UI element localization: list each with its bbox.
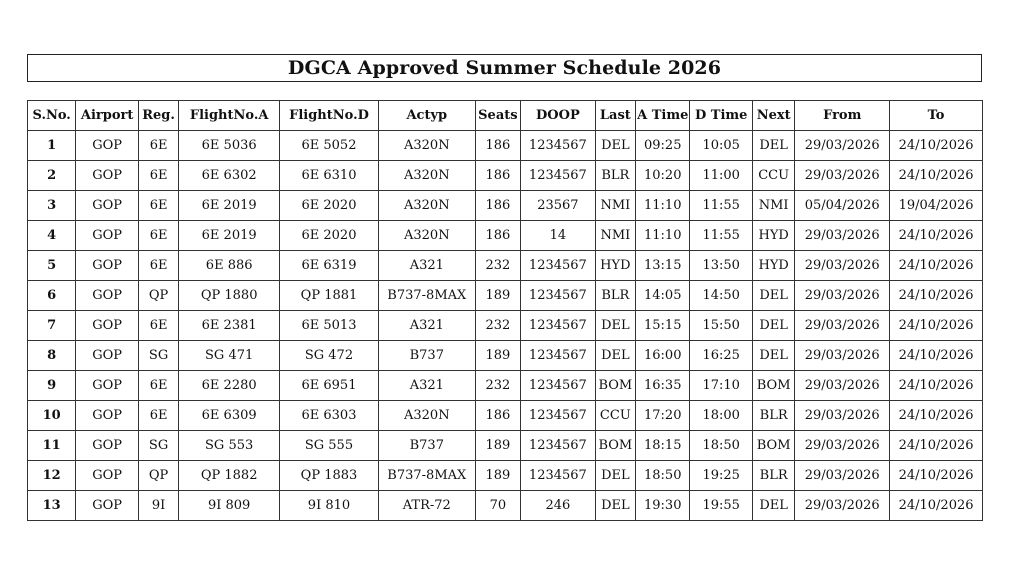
table-cell: A321 (378, 251, 475, 281)
column-header: Seats (475, 101, 520, 131)
table-cell: 186 (475, 131, 520, 161)
table-cell: 1 (28, 131, 76, 161)
table-cell: 189 (475, 431, 520, 461)
table-cell: 6E (138, 371, 178, 401)
table-cell: A321 (378, 371, 475, 401)
table-cell: 186 (475, 191, 520, 221)
table-cell: 186 (475, 221, 520, 251)
table-cell: 189 (475, 341, 520, 371)
table-cell: 186 (475, 161, 520, 191)
table-cell: 24/10/2026 (890, 491, 983, 521)
table-cell: 10:20 (636, 161, 690, 191)
column-header: S.No. (28, 101, 76, 131)
table-cell: DEL (752, 281, 794, 311)
table-cell: BOM (752, 431, 794, 461)
table-cell: 189 (475, 461, 520, 491)
table-cell: QP 1880 (179, 281, 280, 311)
table-cell: 6E 2381 (179, 311, 280, 341)
table-cell: BLR (595, 161, 635, 191)
table-cell: CCU (752, 161, 794, 191)
table-cell: 9I (138, 491, 178, 521)
table-cell: DEL (752, 131, 794, 161)
table-cell: GOP (76, 431, 139, 461)
table-cell: GOP (76, 281, 139, 311)
table-cell: QP (138, 281, 178, 311)
table-row (28, 191, 983, 221)
table-cell: 5 (28, 251, 76, 281)
table-cell: 6E 2019 (179, 191, 280, 221)
table-cell: 1234567 (521, 281, 596, 311)
table-cell: 14:50 (690, 281, 753, 311)
table-cell: 29/03/2026 (795, 131, 890, 161)
table-cell: 19:55 (690, 491, 753, 521)
table-cell: 23567 (521, 191, 596, 221)
table-cell: A320N (378, 161, 475, 191)
column-header: Reg. (138, 101, 178, 131)
column-header: To (890, 101, 983, 131)
table-cell: 10:05 (690, 131, 753, 161)
table-row (28, 311, 983, 341)
table-cell: 16:35 (636, 371, 690, 401)
table-cell: DEL (595, 131, 635, 161)
table-cell: 15:15 (636, 311, 690, 341)
table-cell: 6E 5013 (280, 311, 379, 341)
table-cell: 9I 809 (179, 491, 280, 521)
column-header: A Time (636, 101, 690, 131)
table-cell: 29/03/2026 (795, 371, 890, 401)
table-row (28, 491, 983, 521)
table-cell: DEL (595, 311, 635, 341)
table-cell: GOP (76, 401, 139, 431)
table-cell: 9 (28, 371, 76, 401)
table-body (28, 131, 983, 521)
table-cell: 19:30 (636, 491, 690, 521)
table-cell: 09:25 (636, 131, 690, 161)
table-cell: SG (138, 341, 178, 371)
table-cell: 12 (28, 461, 76, 491)
schedule-title: DGCA Approved Summer Schedule 2026 (27, 54, 982, 82)
table-cell: QP 1883 (280, 461, 379, 491)
column-header: DOOP (521, 101, 596, 131)
table-cell: BOM (595, 431, 635, 461)
table-cell: 6E (138, 131, 178, 161)
table-header-row (28, 101, 983, 131)
table-cell: 17:10 (690, 371, 753, 401)
table-cell: 24/10/2026 (890, 251, 983, 281)
table-cell: 6E 5036 (179, 131, 280, 161)
table-cell: 11:10 (636, 191, 690, 221)
table-cell: HYD (752, 251, 794, 281)
table-cell: 1234567 (521, 251, 596, 281)
table-cell: 29/03/2026 (795, 161, 890, 191)
table-cell: QP 1882 (179, 461, 280, 491)
table-cell: 24/10/2026 (890, 431, 983, 461)
table-cell: 29/03/2026 (795, 401, 890, 431)
table-cell: 16:00 (636, 341, 690, 371)
table-cell: 11:00 (690, 161, 753, 191)
table-cell: 6E (138, 401, 178, 431)
table-cell: HYD (752, 221, 794, 251)
table-cell: SG 472 (280, 341, 379, 371)
table-cell: 6E 2019 (179, 221, 280, 251)
table-cell: SG (138, 431, 178, 461)
table-cell: 13 (28, 491, 76, 521)
table-cell: NMI (595, 221, 635, 251)
table-cell: BLR (595, 281, 635, 311)
table-cell: A320N (378, 131, 475, 161)
table-cell: 6E 5052 (280, 131, 379, 161)
table-cell: DEL (595, 341, 635, 371)
table-cell: BOM (595, 371, 635, 401)
table-cell: 18:50 (690, 431, 753, 461)
table-cell: 1234567 (521, 461, 596, 491)
table-cell: QP (138, 461, 178, 491)
table-row (28, 161, 983, 191)
table-row (28, 221, 983, 251)
table-cell: 6E 2020 (280, 191, 379, 221)
table-cell: 11:55 (690, 191, 753, 221)
table-cell: DEL (752, 491, 794, 521)
table-cell: 1234567 (521, 371, 596, 401)
table-cell: BLR (752, 461, 794, 491)
table-cell: GOP (76, 311, 139, 341)
table-row (28, 341, 983, 371)
table-cell: BOM (752, 371, 794, 401)
table-cell: GOP (76, 371, 139, 401)
table-cell: 18:50 (636, 461, 690, 491)
schedule-table (27, 100, 983, 521)
table-row (28, 401, 983, 431)
table-cell: 1234567 (521, 131, 596, 161)
table-cell: 6E 6303 (280, 401, 379, 431)
table-cell: 18:00 (690, 401, 753, 431)
table-cell: 24/10/2026 (890, 461, 983, 491)
table-cell: 232 (475, 371, 520, 401)
table-cell: 7 (28, 311, 76, 341)
table-cell: 29/03/2026 (795, 221, 890, 251)
table-cell: B737-8MAX (378, 461, 475, 491)
table-cell: DEL (595, 491, 635, 521)
table-cell: GOP (76, 491, 139, 521)
column-header: D Time (690, 101, 753, 131)
table-cell: 13:50 (690, 251, 753, 281)
table-cell: GOP (76, 191, 139, 221)
table-cell: 17:20 (636, 401, 690, 431)
table-cell: A320N (378, 191, 475, 221)
table-cell: GOP (76, 161, 139, 191)
table-cell: 6E 2280 (179, 371, 280, 401)
table-cell: GOP (76, 251, 139, 281)
table-cell: 24/10/2026 (890, 401, 983, 431)
table-cell: 1234567 (521, 401, 596, 431)
table-cell: 6E 2020 (280, 221, 379, 251)
table-cell: 232 (475, 251, 520, 281)
table-cell: 189 (475, 281, 520, 311)
table-cell: 19:25 (690, 461, 753, 491)
table-cell: 11 (28, 431, 76, 461)
table-cell: 6E 6309 (179, 401, 280, 431)
table-row (28, 461, 983, 491)
table-cell: GOP (76, 341, 139, 371)
table-row (28, 281, 983, 311)
table-cell: 6E (138, 221, 178, 251)
table-row (28, 431, 983, 461)
table-cell: GOP (76, 221, 139, 251)
column-header: Next (752, 101, 794, 131)
table-cell: 05/04/2026 (795, 191, 890, 221)
table-cell: QP 1881 (280, 281, 379, 311)
table-row (28, 131, 983, 161)
table-cell: 6E 6310 (280, 161, 379, 191)
table-cell: 6E (138, 251, 178, 281)
table-cell: 70 (475, 491, 520, 521)
table-cell: 10 (28, 401, 76, 431)
table-cell: 3 (28, 191, 76, 221)
table-cell: 6E (138, 191, 178, 221)
table-cell: A320N (378, 221, 475, 251)
table-cell: CCU (595, 401, 635, 431)
table-cell: 24/10/2026 (890, 221, 983, 251)
table-cell: 6 (28, 281, 76, 311)
table-cell: SG 471 (179, 341, 280, 371)
table-cell: 19/04/2026 (890, 191, 983, 221)
table-cell: 1234567 (521, 311, 596, 341)
table-cell: GOP (76, 131, 139, 161)
table-cell: 9I 810 (280, 491, 379, 521)
table-cell: 13:15 (636, 251, 690, 281)
table-cell: A321 (378, 311, 475, 341)
table-cell: 6E 6302 (179, 161, 280, 191)
table-cell: 16:25 (690, 341, 753, 371)
table-cell: NMI (752, 191, 794, 221)
table-cell: BLR (752, 401, 794, 431)
table-cell: 29/03/2026 (795, 461, 890, 491)
table-cell: DEL (752, 341, 794, 371)
table-cell: 4 (28, 221, 76, 251)
table-cell: NMI (595, 191, 635, 221)
table-cell: 8 (28, 341, 76, 371)
table-cell: 29/03/2026 (795, 431, 890, 461)
schedule-table-container (27, 100, 983, 521)
table-cell: SG 555 (280, 431, 379, 461)
table-cell: 24/10/2026 (890, 281, 983, 311)
table-cell: B737-8MAX (378, 281, 475, 311)
table-cell: 24/10/2026 (890, 371, 983, 401)
table-cell: 24/10/2026 (890, 311, 983, 341)
table-cell: 15:50 (690, 311, 753, 341)
table-cell: 29/03/2026 (795, 251, 890, 281)
table-cell: 29/03/2026 (795, 281, 890, 311)
table-cell: 24/10/2026 (890, 131, 983, 161)
table-cell: 6E (138, 161, 178, 191)
table-row (28, 371, 983, 401)
column-header: From (795, 101, 890, 131)
table-cell: ATR-72 (378, 491, 475, 521)
table-cell: 18:15 (636, 431, 690, 461)
table-cell: B737 (378, 431, 475, 461)
column-header: Last (595, 101, 635, 131)
column-header: FlightNo.D (280, 101, 379, 131)
table-cell: 6E (138, 311, 178, 341)
table-cell: B737 (378, 341, 475, 371)
table-cell: A320N (378, 401, 475, 431)
table-cell: 24/10/2026 (890, 161, 983, 191)
table-cell: 29/03/2026 (795, 341, 890, 371)
table-cell: 24/10/2026 (890, 341, 983, 371)
table-cell: 232 (475, 311, 520, 341)
table-cell: 6E 886 (179, 251, 280, 281)
table-cell: 11:55 (690, 221, 753, 251)
column-header: Actyp (378, 101, 475, 131)
table-cell: DEL (595, 461, 635, 491)
table-cell: 11:10 (636, 221, 690, 251)
column-header: FlightNo.A (179, 101, 280, 131)
table-cell: 186 (475, 401, 520, 431)
table-row (28, 251, 983, 281)
table-cell: 1234567 (521, 161, 596, 191)
table-cell: DEL (752, 311, 794, 341)
table-cell: 2 (28, 161, 76, 191)
table-cell: 1234567 (521, 341, 596, 371)
table-cell: 1234567 (521, 431, 596, 461)
table-cell: GOP (76, 461, 139, 491)
table-cell: 29/03/2026 (795, 311, 890, 341)
table-cell: 246 (521, 491, 596, 521)
table-cell: 14 (521, 221, 596, 251)
table-cell: HYD (595, 251, 635, 281)
table-cell: 14:05 (636, 281, 690, 311)
table-cell: 6E 6951 (280, 371, 379, 401)
table-cell: 6E 6319 (280, 251, 379, 281)
column-header: Airport (76, 101, 139, 131)
table-cell: 29/03/2026 (795, 491, 890, 521)
table-cell: SG 553 (179, 431, 280, 461)
